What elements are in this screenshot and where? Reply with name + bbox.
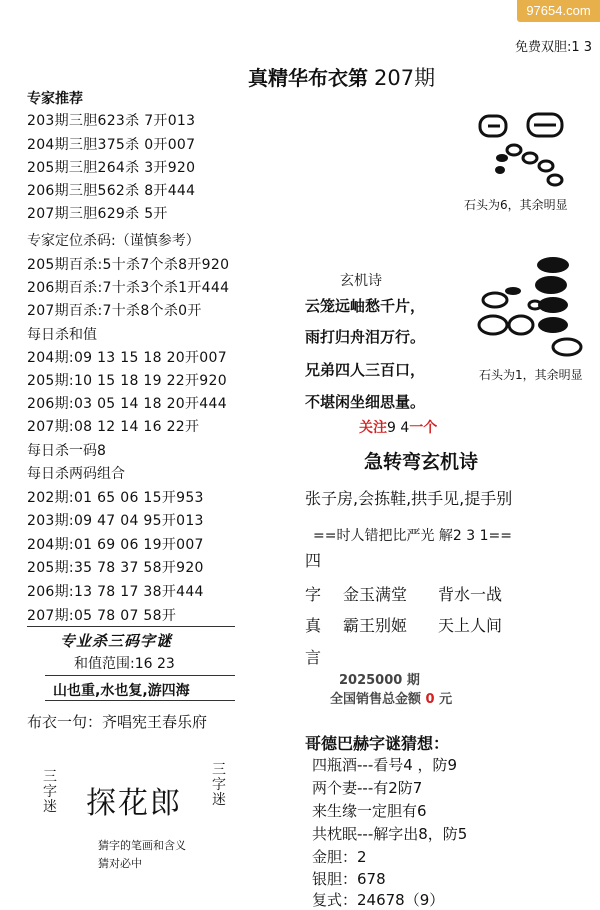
idiom: 背水一战 (438, 585, 503, 604)
poem-line: 不堪闲坐细思量。 (305, 393, 426, 411)
note-line: 猜字的笔画和含义 (98, 839, 186, 852)
sum-row: 205期:10 15 18 19 22开920 (27, 373, 227, 389)
side-label-left: 三字迷 (43, 769, 57, 815)
kill-two-row: 203期:09 47 04 95开013 (27, 513, 204, 529)
four-char: 言 (305, 648, 322, 667)
expert-row: 207期三胆629杀 5开 (27, 206, 168, 222)
goldbach-row: 银胆：678 (312, 870, 386, 888)
sales-label: 全国销售总金额 (330, 692, 422, 707)
riddle-title: 专业杀三码字谜 (60, 632, 173, 650)
poem-line: 云笼远岫愁千片， (305, 297, 426, 315)
position-row: 205期百杀:5十杀7个杀8开920 (27, 257, 230, 273)
sum-range: 和值范围:16 23 (74, 656, 175, 672)
side-label-right: 三字迷 (212, 762, 226, 808)
expert-header: 专家推荐 (27, 91, 83, 107)
goldbach-row: 金胆：2 (312, 848, 367, 866)
follow-suffix: 一个 (409, 420, 438, 436)
kill-two-row: 207期:05 78 07 58开 (27, 608, 177, 624)
idiom: 金玉满堂 (343, 585, 408, 604)
turn-line: 张子房,会拣鞋,拱手见,提手别 (305, 489, 513, 508)
position-header: 专家定位杀码:（谨慎参考） (27, 233, 200, 249)
sum-row: 207期:08 12 14 16 22开 (27, 419, 200, 435)
sales-issue: 2025000 期 (339, 673, 420, 688)
goldbach-row: 来生缘一定胆有6 (312, 802, 427, 820)
stone-caption: 石头为6，其余明显 (464, 198, 568, 212)
four-char: 真 (305, 616, 322, 635)
poem-line: 兄弟四人三百口， (305, 361, 426, 379)
site-badge[interactable]: 97654.com (517, 0, 600, 22)
four-char: 四 (305, 551, 322, 570)
position-row: 206期百杀:7十杀3个杀1开444 (27, 280, 230, 296)
divider (45, 675, 235, 676)
four-char: 字 (305, 585, 322, 604)
stone-puzzle-image-2 (475, 255, 585, 360)
title-issue: 207期 (374, 66, 436, 90)
title-text: 真精华布衣第 (248, 66, 368, 90)
position-row: 207期百杀:7十杀8个杀0开 (27, 303, 202, 319)
sum-row: 204期:09 13 15 18 20开007 (27, 350, 227, 366)
sales-line (330, 688, 452, 707)
idiom: 霸王别姬 (343, 616, 408, 635)
stone-caption: 石头为1，其余明显 (479, 368, 583, 382)
expert-row: 206期三胆562杀 8开444 (27, 183, 196, 199)
follow-digits: 9 4 (387, 420, 410, 436)
sales-unit: 元 (439, 692, 453, 707)
sum-row: 206期:03 05 14 18 20开444 (27, 396, 227, 412)
note-line: 猜对必中 (98, 857, 142, 870)
follow-line (359, 417, 437, 437)
free-double-label: 免费双胆:1 3 (514, 40, 592, 55)
sales-amount: 0 (425, 692, 435, 707)
page-title (248, 62, 435, 92)
stone-puzzle-image-1 (470, 108, 580, 188)
kill-two-row: 204期:01 69 06 19开007 (27, 537, 204, 553)
turn-title: 急转弯玄机诗 (364, 451, 479, 473)
goldbach-row: 复式：24678（9） (312, 891, 445, 909)
divider (27, 626, 235, 627)
buyi-line: 布衣一句：齐唱宪王春乐府 (27, 713, 208, 731)
kill-two-row: 206期:13 78 17 38开444 (27, 584, 204, 600)
sum-header: 每日杀和值 (27, 327, 97, 343)
goldbach-row: 共枕眠---解字出8，防5 (312, 825, 468, 843)
shiren-line: ==时人错把比严光 解2 3 1== (313, 528, 512, 544)
expert-row: 204期三胆375杀 0开007 (27, 137, 196, 153)
kill-two-row: 202期:01 65 06 15开953 (27, 490, 204, 506)
phrase: 山也重,水也复,游四海 (53, 683, 190, 699)
divider (45, 700, 235, 701)
goldbach-row: 四瓶酒---看号4 ，防9 (312, 756, 458, 774)
center-word: 探花郎 (86, 786, 182, 821)
goldbach-title: 哥德巴赫字谜猜想： (305, 734, 450, 753)
idiom: 天上人间 (438, 616, 503, 635)
follow-label: 关注 (359, 420, 387, 436)
expert-row: 203期三胆623杀 7开013 (27, 113, 196, 129)
poem-header: 玄机诗 (340, 273, 382, 289)
kill-two-row: 205期:35 78 37 58开920 (27, 560, 204, 576)
goldbach-row: 两个妻---有2防7 (312, 779, 423, 797)
kill-one: 每日杀一码8 (27, 443, 106, 459)
expert-row: 205期三胆264杀 3开920 (27, 160, 196, 176)
poem-line: 雨打归舟泪万行。 (305, 328, 426, 346)
kill-two-header: 每日杀两码组合 (27, 466, 125, 482)
